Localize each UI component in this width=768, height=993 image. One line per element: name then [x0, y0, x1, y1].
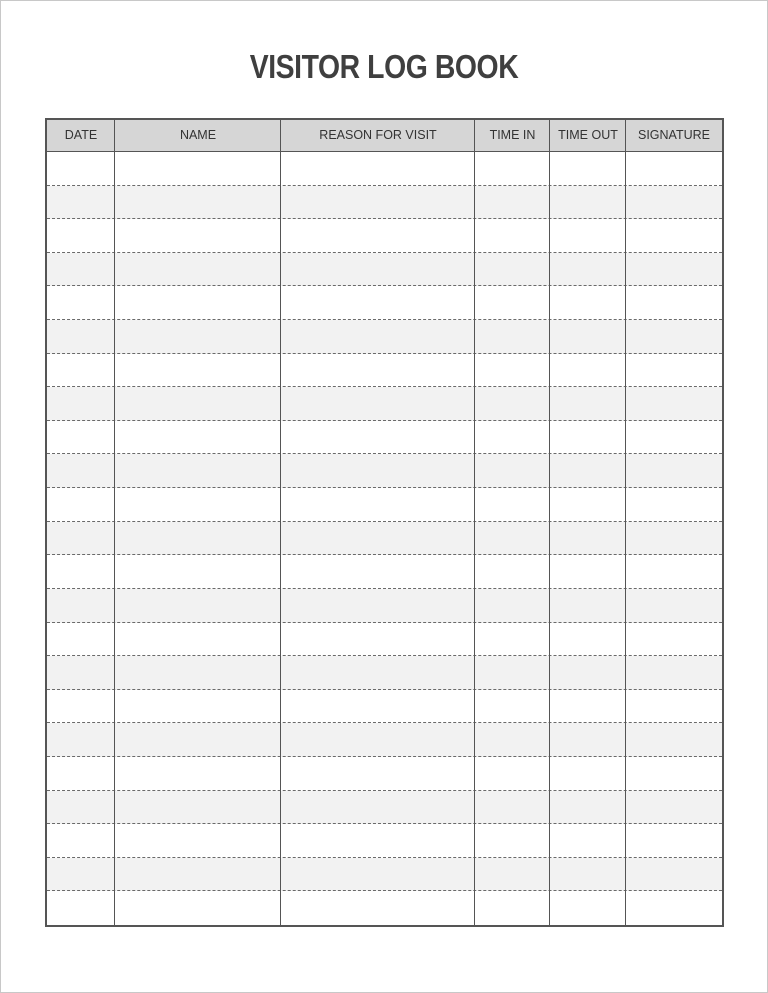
header-name: NAME [179, 128, 217, 142]
column-divider [280, 120, 281, 925]
table-row [47, 589, 722, 623]
table-row [47, 757, 722, 791]
table-row [47, 858, 722, 892]
table-row [47, 320, 722, 354]
header-reason-for-visit: REASON FOR VISIT [319, 128, 437, 142]
page-title: VISITOR LOG BOOK [249, 48, 519, 85]
table-row [47, 219, 722, 253]
table-row [47, 354, 722, 388]
table-row [47, 421, 722, 455]
table-row [47, 656, 722, 690]
header-signature: SIGNATURE [638, 128, 710, 142]
table-header-row [47, 120, 722, 152]
table-row [47, 891, 722, 925]
column-divider [474, 120, 475, 925]
table-row [47, 152, 722, 186]
table-row [47, 723, 722, 757]
column-divider [625, 120, 626, 925]
table-row [47, 286, 722, 320]
table-row [47, 488, 722, 522]
table-row [47, 791, 722, 825]
table-row [47, 522, 722, 556]
table-row [47, 387, 722, 421]
table-row [47, 454, 722, 488]
table-row [47, 623, 722, 657]
table-row [47, 690, 722, 724]
header-date: DATE [64, 128, 98, 142]
header-time-in: TIME IN [489, 128, 536, 142]
table-row [47, 186, 722, 220]
column-divider [549, 120, 550, 925]
table-row [47, 824, 722, 858]
table-row [47, 555, 722, 589]
header-time-out: TIME OUT [558, 128, 618, 142]
column-divider [114, 120, 115, 925]
table-row [47, 253, 722, 287]
visitor-log-table [45, 118, 724, 927]
